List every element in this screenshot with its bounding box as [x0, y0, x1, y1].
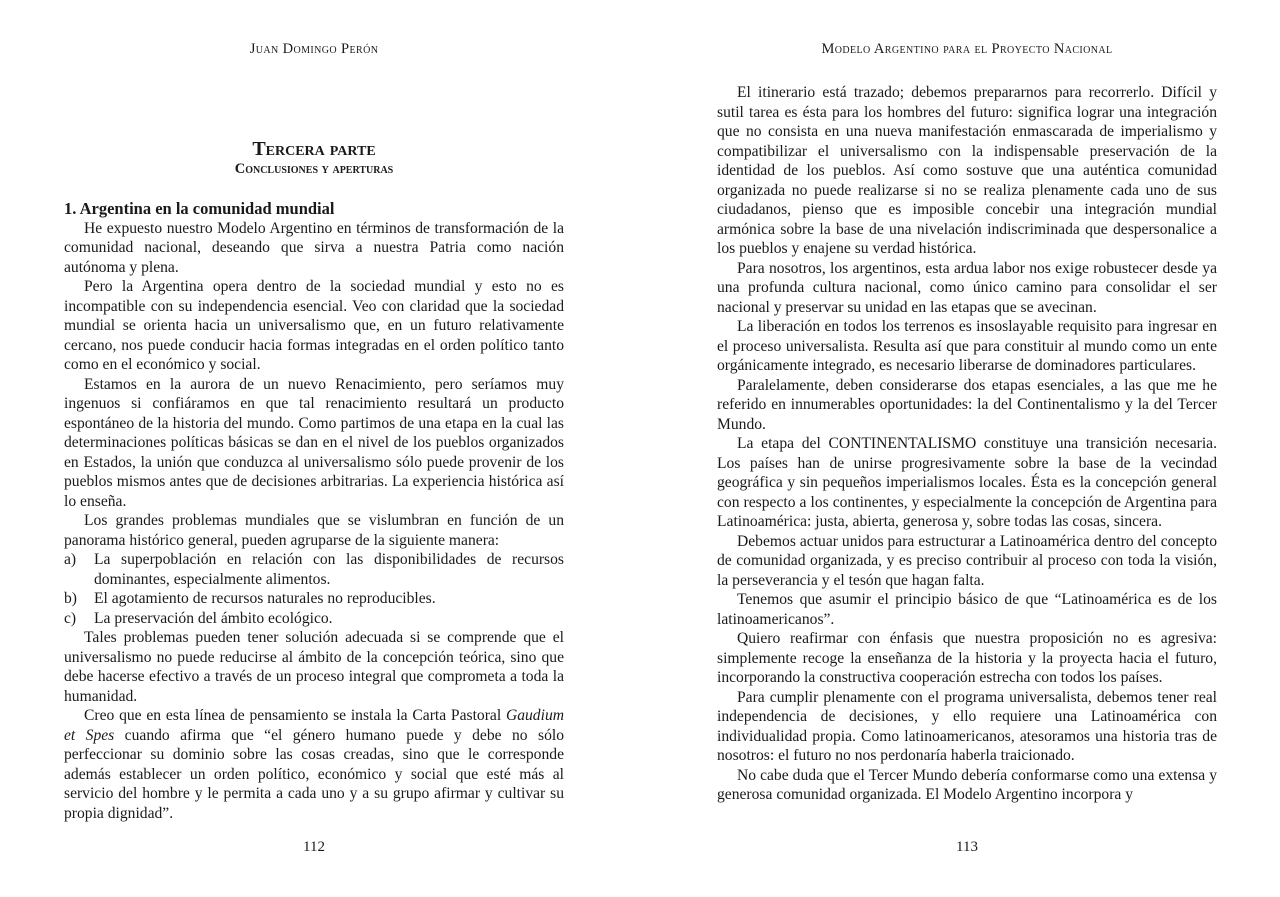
part-title: Tercera parte [252, 138, 376, 160]
list-marker: c) [64, 609, 77, 627]
paragraph: Tenemos que asumir el principio básico de que “Latinoamérica es de los latinoamericanos”. [717, 591, 1217, 628]
paragraph: Paralelamente, deben considerarse dos etapas esenciales, a las que me he referido en innumerables oportunidades: la del Continentalismo y la del Tercer Mundo. [717, 376, 1217, 433]
paragraph: Para nosotros, los argentinos, esta ardua labor nos exige robustecer desde ya una profunda cultura nacional, como único camino para consolidar el ser nacional y preservar su unidad en las etapas que se avecinan. [717, 259, 1217, 316]
list-item-text: La preservación del ámbito ecológico. [94, 609, 333, 627]
paragraph: Quiero reafirmar con énfasis que nuestra proposición no es agresiva: simplemente recoge la enseñanza de la historia y la proyecta hacia el futuro, incorporando la constructiva cooperación estrecha con todos los países. [717, 630, 1217, 686]
paragraph: No cabe duda que el Tercer Mundo debería conformarse como una extensa y generosa comunidad organizada. El Modelo Argentino incorpora y [717, 766, 1217, 803]
left-page [64, 0, 564, 897]
page-number: 112 [303, 839, 325, 855]
paragraph: Tales problemas pueden tener solución adecuada si se comprende que el universalismo no puede reducirse al ámbito de la concepción teórica, sino que debe hacerse efectivo a través de un proceso integral que comprometa a toda la humanidad. [64, 629, 564, 705]
list-marker: a) [64, 551, 77, 568]
paragraph: Los grandes problemas mundiales que se vislumbran en función de un panorama histórico general, pueden agruparse de la siguiente manera: [64, 512, 564, 549]
list-marker: b) [64, 590, 77, 607]
paragraph: El itinerario está trazado; debemos prepararnos para recorrerlo. Difícil y sutil tarea es ésta para los hombres del futuro: significa lograr una integración que no consista en una nueva manifestación enmascarada de imperialismo y compatibilizar el universalismo con la indispensable preservación de la identidad de los pueblos. Así como sostuve que una auténtica comunidad organizada no puede realizarse si no se realiza plenamente cada uno de sus ciudadanos, pienso que es imposible concebir una integración mundial armónica sobre la base de una nivelación indiscriminada que despersonalice a los pueblos y enajene su verdad histórica. [717, 84, 1217, 257]
paragraph: He expuesto nuestro Modelo Argentino en términos de transformación de la comunidad nacional, deseando que sirva a nuestra Patria como nación autónoma y plena. [64, 219, 564, 276]
right-page-body [717, 83, 1217, 805]
section-heading: 1. Argentina en la comunidad mundial [64, 199, 335, 218]
list-item-text: El agotamiento de recursos naturales no reproducibles. [94, 590, 436, 607]
paragraph: Pero la Argentina opera dentro de la sociedad mundial y esto no es incompatible con su independencia esencial. Veo con claridad que la sociedad mundial se orienta hacia un universalismo que, en un futuro relativamente cercano, nos puede conducir hacia formas integradas en el orden político tanto como en el económico y social. [64, 278, 564, 373]
right-page [717, 0, 1217, 897]
paragraph: Debemos actuar unidos para estructurar a Latinoamérica dentro del concepto de comunidad organizada, y es preciso contribuir al proceso con toda la visión, la perseverancia y el tesón que hagan falta. [717, 532, 1217, 589]
running-head-title: Modelo Argentino para el Proyecto Nacional [821, 41, 1113, 57]
paragraph-gaudium-et-spes [64, 706, 564, 823]
list-item [64, 609, 564, 629]
paragraph-text: Creo que en esta línea de pensamiento se instala la Carta Pastoral [84, 707, 506, 724]
list-item [64, 589, 564, 609]
running-head-author: Juan Domingo Perón [249, 41, 379, 57]
paragraph: La liberación en todos los terrenos es insoslayable requisito para ingresar en el proceso universalista. Resulta así que para constituir al mundo como un ente orgánicamente integrado, es necesario liberarse de dominadores particulares. [717, 318, 1217, 374]
paragraph: La etapa del CONTINENTALISMO constituye una transición necesaria. Los países han de unirse progresivamente sobre la base de la vecindad geográfica y sin pequeños imperialismos locales. Ésta es la concepción general con respecto a los continentes, y especialmente la concepción de Argentina para Latinoamérica: justa, abierta, generosa y, sobre todas las cosas, sincera. [717, 435, 1217, 530]
problems-list [64, 550, 564, 628]
part-subtitle: Conclusiones y aperturas [234, 161, 394, 177]
list-item-text: La superpoblación en relación con las disponibilidades de recursos dominantes, especialmente alimentos. [94, 551, 564, 588]
italic-title: Gaudium et Spes [64, 707, 564, 744]
left-page-body [64, 199, 564, 823]
paragraph-text: cuando afirma que “el género humano puede y debe no sólo perfeccionar su dominio sobre las cosas creadas, sino que le corresponde además establecer un orden político, económico y social que esté más al servicio del hombre y le permita a cada uno y a su grupo afirmar y cultivar su propia dignidad”. [64, 726, 564, 822]
paragraph: Estamos en la aurora de un nuevo Renacimiento, pero seríamos muy ingenuos si confiáramos en que tal renacimiento resultará un producto espontáneo de la historia del mundo. Como partimos de una etapa en la cual las determinaciones políticas básicas se dan en el nivel de los pueblos organizados en Estados, la unión que conduzca al universalismo sólo puede provenir de los pueblos mismos antes que de decisiones arbitrarias. La experiencia histórica así lo enseña. [64, 375, 564, 510]
paragraph: Para cumplir plenamente con el programa universalista, debemos tener real independencia de decisiones, y ello requiere una Latinoamérica con individualidad propia. Como latinoamericanos, atesoramos una historia tras de nosotros: el futuro no nos perdonaría haberla traicionado. [717, 688, 1217, 764]
list-item [64, 550, 564, 589]
page-number: 113 [956, 839, 978, 855]
